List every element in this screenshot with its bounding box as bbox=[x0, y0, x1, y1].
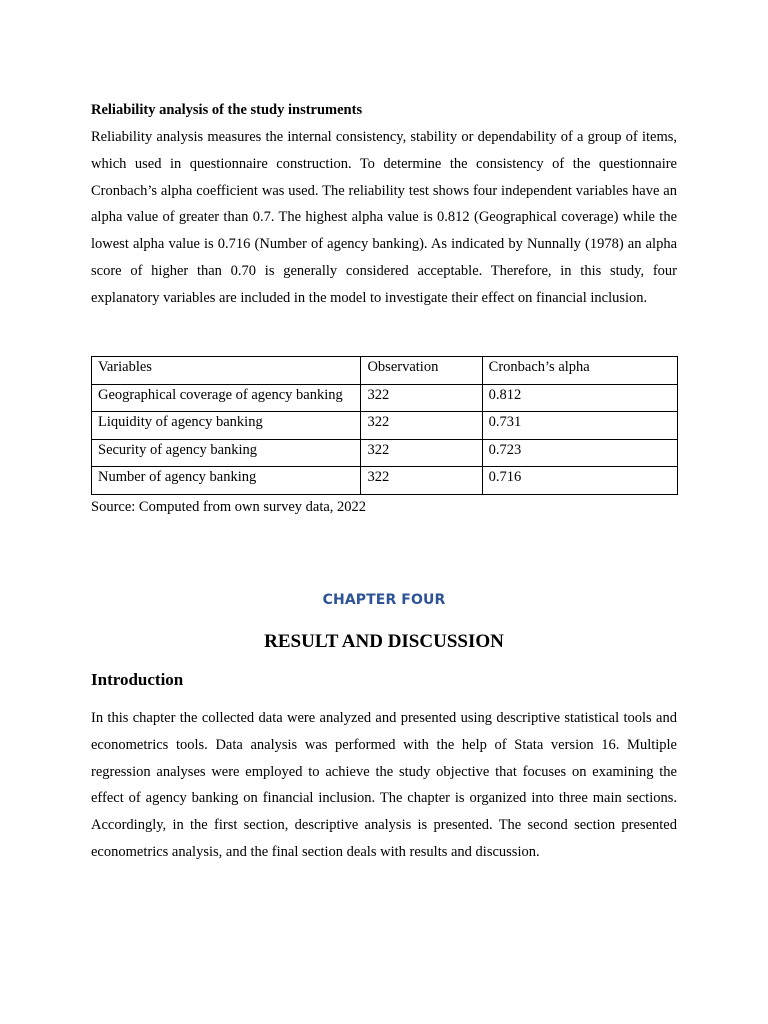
table-cell: 0.812 bbox=[482, 384, 677, 412]
table-source-note: Source: Computed from own survey data, 2022 bbox=[91, 499, 367, 515]
table-header-cell: Variables bbox=[92, 357, 361, 385]
table-cell: 322 bbox=[361, 467, 482, 495]
table-header-cell: Cronbach’s alpha bbox=[482, 357, 677, 385]
table-header-row bbox=[92, 357, 678, 385]
introduction-paragraph: In this chapter the collected data were analyzed and presented using descriptive statistical tools and econometrics tools. Data analysis was performed with the help of Stata version 16. Multiple regression analyses were employed to achieve the study objective that focuses on examining the effect of agency banking on financial inclusion. The chapter is organized into three main sections. Accordingly, in the first section, descriptive analysis is presented. The second section presented econometrics analysis, and the final section deals with results and discussion. bbox=[91, 710, 677, 860]
reliability-table bbox=[91, 356, 678, 495]
table-row bbox=[92, 412, 678, 440]
table-cell: Geographical coverage of agency banking bbox=[92, 384, 361, 412]
table-cell: 322 bbox=[361, 439, 482, 467]
table-cell: Number of agency banking bbox=[92, 467, 361, 495]
table-cell: 0.716 bbox=[482, 467, 677, 495]
table-header-cell: Observation bbox=[361, 357, 482, 385]
table-row bbox=[92, 467, 678, 495]
table-cell: 0.723 bbox=[482, 439, 677, 467]
reliability-paragraph: Reliability analysis measures the internal consistency, stability or dependability of a group of items, which used in questionnaire construction. To determine the consistency of the questionnaire Cronbach’s alpha coefficient was used. The reliability test shows four independent variables have an alpha value of greater than 0.7. The highest alpha value is 0.812 (Geographical coverage) while the lowest alpha value is 0.716 (Number of agency banking). As indicated by Nunnally (1978) an alpha score of higher than 0.70 is generally considered acceptable. Therefore, in this study, four explanatory variables are included in the model to investigate their effect on financial inclusion. bbox=[91, 129, 677, 306]
table-cell: Liquidity of agency banking bbox=[92, 412, 361, 440]
table-cell: 322 bbox=[361, 384, 482, 412]
table-row bbox=[92, 439, 678, 467]
table-cell: 322 bbox=[361, 412, 482, 440]
table-cell: 0.731 bbox=[482, 412, 677, 440]
chapter-label: CHAPTER FOUR bbox=[322, 592, 446, 608]
table-cell: Security of agency banking bbox=[92, 439, 361, 467]
table-row bbox=[92, 384, 678, 412]
section-heading: Reliability analysis of the study instruments bbox=[91, 102, 363, 118]
introduction-heading: Introduction bbox=[91, 670, 184, 689]
chapter-title: RESULT AND DISCUSSION bbox=[264, 631, 504, 652]
